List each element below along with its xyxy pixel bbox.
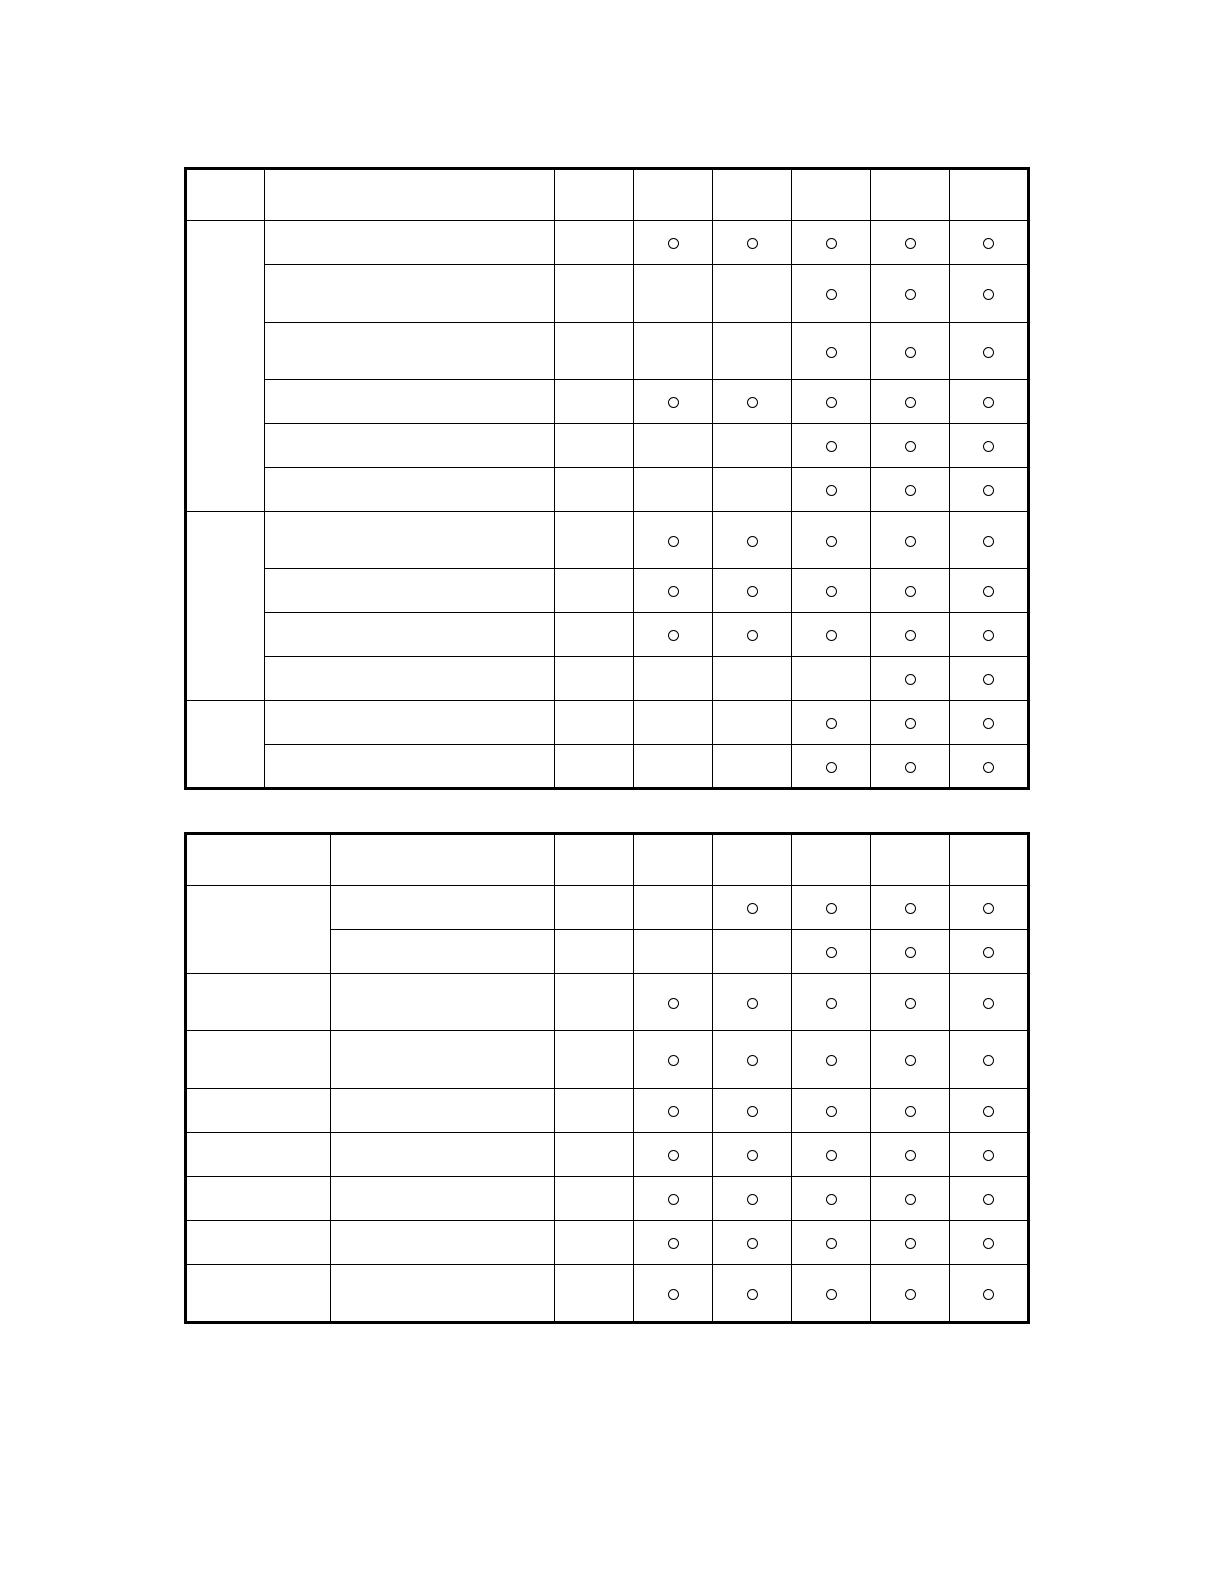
circle-mark-icon — [905, 347, 916, 358]
header-cell — [331, 834, 555, 886]
mark-cell — [713, 468, 792, 512]
circle-mark-icon — [983, 762, 994, 773]
table-row — [186, 221, 1029, 265]
mark-cell — [634, 1089, 713, 1133]
mark-cell — [792, 1265, 871, 1323]
circle-mark-icon — [905, 998, 916, 1009]
circle-mark-icon — [826, 289, 837, 300]
circle-mark-icon — [668, 1106, 679, 1117]
spec-cell — [555, 1221, 634, 1265]
circle-mark-icon — [668, 586, 679, 597]
item-label-cell — [265, 657, 555, 701]
circle-mark-icon — [826, 1055, 837, 1066]
circle-mark-icon — [983, 485, 994, 496]
group-label-cell — [186, 886, 331, 974]
mark-cell — [950, 701, 1029, 745]
item-label-cell — [331, 1089, 555, 1133]
group-label-cell — [186, 701, 265, 789]
table-row — [186, 468, 1029, 512]
mark-cell — [792, 930, 871, 974]
mark-cell — [634, 657, 713, 701]
mark-cell — [792, 424, 871, 468]
header-cell — [950, 169, 1029, 221]
item-label-cell — [265, 380, 555, 424]
header-cell — [713, 834, 792, 886]
item-label-cell — [331, 1265, 555, 1323]
circle-mark-icon — [826, 903, 837, 914]
circle-mark-icon — [983, 903, 994, 914]
mark-cell — [792, 1133, 871, 1177]
spec-cell — [555, 657, 634, 701]
mark-cell — [871, 424, 950, 468]
mark-cell — [950, 930, 1029, 974]
item-label-cell — [265, 323, 555, 380]
circle-mark-icon — [905, 1106, 916, 1117]
header-cell — [186, 169, 265, 221]
mark-cell — [634, 1177, 713, 1221]
circle-mark-icon — [747, 1106, 758, 1117]
mark-cell — [713, 424, 792, 468]
spec-cell — [555, 380, 634, 424]
circle-mark-icon — [905, 238, 916, 249]
mark-cell — [792, 380, 871, 424]
mark-cell — [871, 613, 950, 657]
circle-mark-icon — [983, 238, 994, 249]
spec-cell — [555, 886, 634, 930]
compatibility-table-1 — [184, 167, 1030, 790]
mark-cell — [634, 512, 713, 569]
spec-cell — [555, 424, 634, 468]
circle-mark-icon — [905, 1194, 916, 1205]
circle-mark-icon — [983, 586, 994, 597]
mark-cell — [713, 1221, 792, 1265]
circle-mark-icon — [747, 397, 758, 408]
mark-cell — [792, 323, 871, 380]
circle-mark-icon — [983, 674, 994, 685]
mark-cell — [871, 701, 950, 745]
mark-cell — [792, 613, 871, 657]
item-label-cell — [265, 701, 555, 745]
mark-cell — [713, 657, 792, 701]
table-row — [186, 424, 1029, 468]
mark-cell — [950, 1031, 1029, 1089]
mark-cell — [634, 380, 713, 424]
header-cell — [555, 834, 634, 886]
header-cell — [265, 169, 555, 221]
header-cell — [871, 169, 950, 221]
mark-cell — [634, 613, 713, 657]
mark-cell — [634, 265, 713, 323]
circle-mark-icon — [905, 1289, 916, 1300]
mark-cell — [871, 1031, 950, 1089]
circle-mark-icon — [668, 536, 679, 547]
circle-mark-icon — [826, 947, 837, 958]
circle-mark-icon — [747, 238, 758, 249]
mark-cell — [792, 1177, 871, 1221]
table-row — [186, 613, 1029, 657]
circle-mark-icon — [905, 586, 916, 597]
table-row — [186, 657, 1029, 701]
mark-cell — [871, 745, 950, 789]
mark-cell — [634, 1221, 713, 1265]
mark-cell — [634, 1031, 713, 1089]
header-cell — [792, 169, 871, 221]
mark-cell — [871, 569, 950, 613]
circle-mark-icon — [826, 238, 837, 249]
circle-mark-icon — [826, 630, 837, 641]
item-label-cell — [265, 745, 555, 789]
mark-cell — [713, 930, 792, 974]
circle-mark-icon — [983, 289, 994, 300]
table-row — [186, 1265, 1029, 1323]
mark-cell — [792, 886, 871, 930]
item-label-cell — [331, 974, 555, 1031]
mark-cell — [634, 930, 713, 974]
spec-cell — [555, 512, 634, 569]
mark-cell — [713, 1133, 792, 1177]
item-label-cell — [265, 613, 555, 657]
mark-cell — [871, 512, 950, 569]
mark-cell — [950, 380, 1029, 424]
mark-cell — [871, 1221, 950, 1265]
mark-cell — [871, 1089, 950, 1133]
spec-cell — [555, 468, 634, 512]
mark-cell — [713, 886, 792, 930]
circle-mark-icon — [826, 718, 837, 729]
table-row — [186, 512, 1029, 569]
mark-cell — [713, 613, 792, 657]
header-cell — [792, 834, 871, 886]
mark-cell — [792, 512, 871, 569]
table-row — [186, 265, 1029, 323]
circle-mark-icon — [826, 441, 837, 452]
circle-mark-icon — [668, 998, 679, 1009]
circle-mark-icon — [747, 1238, 758, 1249]
mark-cell — [713, 974, 792, 1031]
table-row — [186, 974, 1029, 1031]
group-label-cell — [186, 1133, 331, 1177]
spec-cell — [555, 1265, 634, 1323]
circle-mark-icon — [826, 1194, 837, 1205]
mark-cell — [950, 221, 1029, 265]
circle-mark-icon — [668, 1194, 679, 1205]
mark-cell — [950, 424, 1029, 468]
mark-cell — [950, 512, 1029, 569]
table-row — [186, 569, 1029, 613]
item-label-cell — [265, 424, 555, 468]
circle-mark-icon — [747, 998, 758, 1009]
mark-cell — [634, 886, 713, 930]
table-2-body — [186, 834, 1029, 1323]
circle-mark-icon — [826, 998, 837, 1009]
mark-cell — [950, 1177, 1029, 1221]
spec-cell — [555, 1089, 634, 1133]
mark-cell — [792, 974, 871, 1031]
spec-cell — [555, 323, 634, 380]
circle-mark-icon — [983, 1194, 994, 1205]
circle-mark-icon — [983, 347, 994, 358]
mark-cell — [950, 745, 1029, 789]
circle-mark-icon — [668, 1055, 679, 1066]
mark-cell — [950, 1221, 1029, 1265]
mark-cell — [871, 265, 950, 323]
mark-cell — [792, 745, 871, 789]
header-cell — [950, 834, 1029, 886]
mark-cell — [634, 745, 713, 789]
header-cell — [871, 834, 950, 886]
circle-mark-icon — [905, 674, 916, 685]
group-label-cell — [186, 974, 331, 1031]
circle-mark-icon — [747, 1194, 758, 1205]
circle-mark-icon — [983, 1106, 994, 1117]
mark-cell — [634, 221, 713, 265]
mark-cell — [634, 701, 713, 745]
mark-cell — [871, 1133, 950, 1177]
mark-cell — [950, 323, 1029, 380]
mark-cell — [713, 1031, 792, 1089]
mark-cell — [792, 265, 871, 323]
group-label-cell — [186, 1265, 331, 1323]
circle-mark-icon — [983, 718, 994, 729]
circle-mark-icon — [905, 536, 916, 547]
circle-mark-icon — [983, 1289, 994, 1300]
circle-mark-icon — [668, 1238, 679, 1249]
mark-cell — [950, 1265, 1029, 1323]
table-row — [186, 323, 1029, 380]
group-label-cell — [186, 1031, 331, 1089]
circle-mark-icon — [668, 630, 679, 641]
circle-mark-icon — [905, 903, 916, 914]
mark-cell — [792, 657, 871, 701]
mark-cell — [792, 569, 871, 613]
mark-cell — [713, 265, 792, 323]
mark-cell — [871, 974, 950, 1031]
circle-mark-icon — [905, 630, 916, 641]
table-row — [186, 1133, 1029, 1177]
circle-mark-icon — [826, 762, 837, 773]
mark-cell — [713, 701, 792, 745]
circle-mark-icon — [747, 903, 758, 914]
circle-mark-icon — [826, 1106, 837, 1117]
mark-cell — [950, 1133, 1029, 1177]
group-label-cell — [186, 512, 265, 701]
spec-cell — [555, 930, 634, 974]
mark-cell — [634, 468, 713, 512]
mark-cell — [792, 221, 871, 265]
mark-cell — [871, 657, 950, 701]
mark-cell — [950, 613, 1029, 657]
mark-cell — [950, 468, 1029, 512]
mark-cell — [634, 1265, 713, 1323]
circle-mark-icon — [983, 998, 994, 1009]
circle-mark-icon — [905, 1238, 916, 1249]
mark-cell — [950, 265, 1029, 323]
circle-mark-icon — [668, 238, 679, 249]
header-row — [186, 169, 1029, 221]
mark-cell — [950, 974, 1029, 1031]
circle-mark-icon — [983, 1150, 994, 1161]
circle-mark-icon — [905, 397, 916, 408]
circle-mark-icon — [826, 347, 837, 358]
circle-mark-icon — [905, 485, 916, 496]
mark-cell — [713, 380, 792, 424]
circle-mark-icon — [983, 397, 994, 408]
group-label-cell — [186, 1177, 331, 1221]
mark-cell — [950, 1089, 1029, 1133]
table-row — [186, 745, 1029, 789]
table-row — [186, 1221, 1029, 1265]
mark-cell — [792, 701, 871, 745]
circle-mark-icon — [826, 1289, 837, 1300]
mark-cell — [871, 930, 950, 974]
circle-mark-icon — [826, 397, 837, 408]
mark-cell — [871, 380, 950, 424]
table-row — [186, 886, 1029, 930]
item-label-cell — [265, 221, 555, 265]
spec-cell — [555, 974, 634, 1031]
mark-cell — [713, 745, 792, 789]
mark-cell — [792, 1089, 871, 1133]
header-cell — [555, 169, 634, 221]
circle-mark-icon — [747, 1150, 758, 1161]
circle-mark-icon — [747, 1289, 758, 1300]
group-label-cell — [186, 1089, 331, 1133]
mark-cell — [950, 657, 1029, 701]
circle-mark-icon — [983, 1238, 994, 1249]
circle-mark-icon — [747, 1055, 758, 1066]
item-label-cell — [331, 886, 555, 930]
mark-cell — [871, 323, 950, 380]
mark-cell — [713, 221, 792, 265]
mark-cell — [871, 468, 950, 512]
mark-cell — [713, 569, 792, 613]
circle-mark-icon — [905, 762, 916, 773]
circle-mark-icon — [747, 586, 758, 597]
mark-cell — [634, 974, 713, 1031]
spec-cell — [555, 1031, 634, 1089]
mark-cell — [634, 1133, 713, 1177]
mark-cell — [713, 1177, 792, 1221]
table-row — [186, 1177, 1029, 1221]
table-row — [186, 701, 1029, 745]
circle-mark-icon — [983, 630, 994, 641]
mark-cell — [950, 569, 1029, 613]
circle-mark-icon — [826, 485, 837, 496]
spec-cell — [555, 265, 634, 323]
mark-cell — [713, 323, 792, 380]
circle-mark-icon — [905, 1150, 916, 1161]
group-label-cell — [186, 221, 265, 512]
mark-cell — [792, 1031, 871, 1089]
item-label-cell — [331, 1133, 555, 1177]
item-label-cell — [331, 1221, 555, 1265]
item-label-cell — [331, 1031, 555, 1089]
item-label-cell — [265, 512, 555, 569]
mark-cell — [792, 1221, 871, 1265]
mark-cell — [950, 886, 1029, 930]
spec-cell — [555, 221, 634, 265]
circle-mark-icon — [668, 397, 679, 408]
compatibility-table-2 — [184, 832, 1030, 1324]
circle-mark-icon — [668, 1289, 679, 1300]
circle-mark-icon — [826, 1150, 837, 1161]
circle-mark-icon — [826, 1238, 837, 1249]
spec-cell — [555, 1133, 634, 1177]
circle-mark-icon — [826, 536, 837, 547]
circle-mark-icon — [983, 536, 994, 547]
mark-cell — [634, 424, 713, 468]
mark-cell — [792, 468, 871, 512]
mark-cell — [713, 1265, 792, 1323]
item-label-cell — [331, 1177, 555, 1221]
spec-cell — [555, 1177, 634, 1221]
table-1-body — [186, 169, 1029, 789]
table-row — [186, 1031, 1029, 1089]
circle-mark-icon — [826, 586, 837, 597]
circle-mark-icon — [905, 289, 916, 300]
spec-cell — [555, 613, 634, 657]
item-label-cell — [265, 468, 555, 512]
item-label-cell — [331, 930, 555, 974]
circle-mark-icon — [668, 1150, 679, 1161]
mark-cell — [871, 1265, 950, 1323]
mark-cell — [871, 221, 950, 265]
table-row — [186, 380, 1029, 424]
circle-mark-icon — [983, 441, 994, 452]
header-cell — [186, 834, 331, 886]
header-row — [186, 834, 1029, 886]
circle-mark-icon — [983, 947, 994, 958]
mark-cell — [713, 1089, 792, 1133]
circle-mark-icon — [905, 718, 916, 729]
circle-mark-icon — [905, 1055, 916, 1066]
circle-mark-icon — [905, 947, 916, 958]
mark-cell — [871, 1177, 950, 1221]
spec-cell — [555, 745, 634, 789]
mark-cell — [713, 512, 792, 569]
circle-mark-icon — [747, 536, 758, 547]
header-cell — [713, 169, 792, 221]
circle-mark-icon — [905, 441, 916, 452]
spec-cell — [555, 569, 634, 613]
mark-cell — [634, 323, 713, 380]
header-cell — [634, 834, 713, 886]
circle-mark-icon — [747, 630, 758, 641]
item-label-cell — [265, 265, 555, 323]
mark-cell — [871, 886, 950, 930]
mark-cell — [634, 569, 713, 613]
header-cell — [634, 169, 713, 221]
item-label-cell — [265, 569, 555, 613]
group-label-cell — [186, 1221, 331, 1265]
circle-mark-icon — [983, 1055, 994, 1066]
spec-cell — [555, 701, 634, 745]
table-row — [186, 1089, 1029, 1133]
